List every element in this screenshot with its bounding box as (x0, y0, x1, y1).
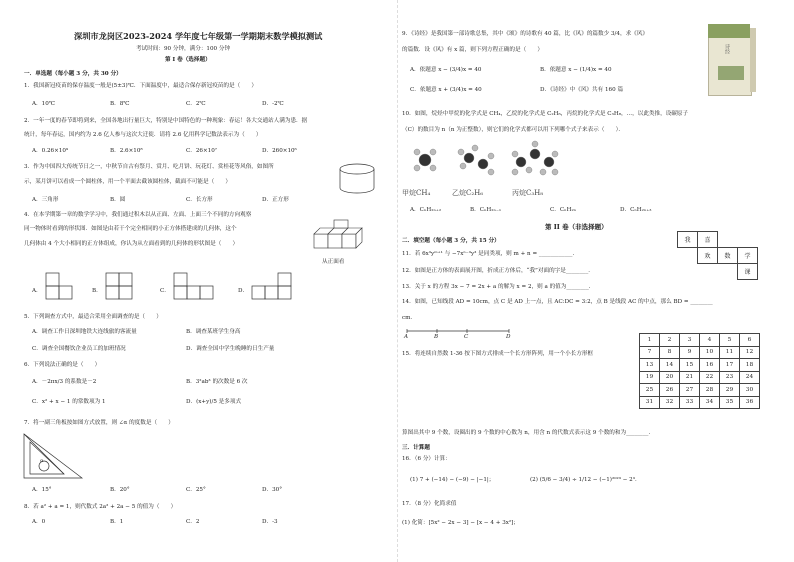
grid-row (640, 384, 760, 397)
triangle-set-figure (20, 432, 86, 482)
q16-part2: (2) (5/6 − 3/4) ÷ 1/12 − (−1)²⁰²³ − 2³． (530, 477, 641, 483)
segment-figure (403, 327, 523, 343)
q4-caption: 从正面看 (322, 259, 345, 265)
q7-option-a: A．15° (32, 487, 52, 493)
methane-label: 甲烷CH₄ (402, 189, 431, 197)
q4-stem-line1: 4．在本学期第一章的数学学习中，我们通过积木以从正面、左面、上面三个不同的方向观察 (24, 212, 252, 218)
q9-option-c: C．依题意 x + (3/4)x = 40 (410, 87, 482, 93)
q6-option-d: D．(x+y)/5 是多项式 (186, 399, 242, 405)
exam-info: 考试时间：90 分钟，满分：100 分钟 (136, 46, 231, 52)
q15-stem-line2: 算图出其中 9 个数，设圈出的 9 个数的中心数为 n，用含 n 的代数式表示这 9 个数的和为________． (402, 430, 655, 436)
net-cell: 数 (718, 248, 738, 264)
q11-stem: 11．若 6x³yᵐ⁺¹ 与 −7xⁿ⁻³y³ 是同类项，则 m + n = ____________． (402, 251, 579, 257)
q7-option-d: D．30° (262, 487, 282, 493)
q17-part1: (1) 化简：[5x² − 2x − 3] − [x − 4 + 3x²]； (402, 520, 519, 526)
grid-cell: 10 (700, 346, 720, 359)
grid-cell: 12 (740, 346, 760, 359)
grid-cell: 5 (720, 334, 740, 347)
grid-cell: 2 (660, 334, 680, 347)
q4-stem-line2: 同一物体时看到的形状图．如图是由若干个完全相同的小正方体搭建成的几何体，这个 (24, 226, 237, 232)
grid-cell: 20 (660, 371, 680, 384)
q17-stem: 17．（8 分）化简求值 (402, 501, 457, 507)
grid-cell: 35 (720, 396, 740, 409)
part1-heading: 第 I 卷（选择题） (165, 57, 211, 63)
grid-cell: 6 (740, 334, 760, 347)
grid-cell: 24 (740, 371, 760, 384)
q5-option-c: C．调查全国餐饮企业员工的加班情况 (32, 346, 126, 352)
grid-cell: 25 (640, 384, 660, 397)
grid-cell: 29 (720, 384, 740, 397)
grid-cell: 27 (680, 384, 700, 397)
q9-option-a: A．依题意 x − (3/4)x = 40 (410, 67, 482, 73)
ethane-label: 乙烷C₂H₆ (452, 189, 484, 197)
cubes-figure (310, 220, 380, 256)
q4-option-a-figure (46, 273, 74, 301)
cube-net (677, 231, 758, 280)
q10-option-d: D．CₙH₂ₙ₊₃ (620, 207, 652, 213)
q2-option-d: D．260×10⁶ (262, 148, 297, 154)
net-cell: 学 (738, 248, 758, 264)
q9-stem-line2: 的篇数．设《风》有 x 篇，则下列方程正确的是（ ） (402, 47, 543, 53)
grid-cell: 26 (660, 384, 680, 397)
q4-option-b: B． (92, 288, 102, 294)
book-label: 诗经 (724, 44, 730, 54)
grid-cell: 31 (640, 396, 660, 409)
part2-heading: 第 II 卷（非选择题） (545, 223, 608, 231)
net-cell: 课 (738, 264, 758, 280)
q2-option-a: A．0.26×10⁹ (32, 148, 69, 154)
q14-stem-line2: cm． (402, 315, 417, 321)
q1-option-b: B．8℃ (110, 101, 130, 107)
q13-stem: 13．关于 x 的方程 3x − 7 = 2x + a 的解为 x = 2，则 a 的值为________． (402, 284, 595, 290)
grid-cell: 14 (660, 359, 680, 372)
q2-stem-line2: 统计，每年春运，国内约为 2.6 亿人参与这次大迁徙．请将 2.6 亿用科学记数法表示为（ ） (24, 132, 262, 138)
q8-option-a: A．0 (32, 519, 46, 525)
q16-part1: (1) 7 + (−14) − (−9) − |−1|； (410, 477, 495, 483)
q4-option-c-figure (174, 273, 216, 301)
book-image (708, 24, 756, 96)
q5-stem: 5．下列调查方式中，最适合采用全面调查的是（ ） (24, 314, 162, 320)
grid-cell: 23 (720, 371, 740, 384)
grid-cell: 34 (700, 396, 720, 409)
q15-stem-line1: 15．将连续自然数 1-36 按下图方式排成一个长方形阵列，用一个小长方形框 (402, 351, 594, 357)
q6-option-a: A．－2πx/3 的系数是－2 (32, 379, 97, 385)
point-d: D (506, 334, 511, 340)
q10-option-c: C．CₙH₂ₙ (550, 207, 577, 213)
q2-stem-line1: 2．一年一度的春节即将到来，全国各地出行量巨大，特别是中国特色的一种现象：春运！各大交通站人满为患．据 (24, 118, 308, 124)
grid-cell: 7 (640, 346, 660, 359)
q10-option-a: A．CₙH₂ₙ₊₂ (410, 207, 442, 213)
grid-cell: 30 (740, 384, 760, 397)
grid-cell: 32 (660, 396, 680, 409)
q8-option-c: C．2 (186, 519, 200, 525)
section3-heading: 三．计算题 (402, 445, 430, 451)
grid-row (640, 371, 760, 384)
q5-option-d: D．调查全国中学生晚睡的日生产量 (186, 346, 275, 352)
q3-option-b: B．圆 (110, 197, 126, 203)
grid-row (640, 396, 760, 409)
q2-option-c: C．26×10⁷ (186, 148, 218, 154)
q6-stem: 6．下列说法正确的是（ ） (24, 362, 101, 368)
q3-stem-line1: 3．作为中国四大传统节日之一，中秋节自古有祭月、赏月、吃月饼、玩花灯、赏桂花等风俗，如图所 (24, 164, 274, 170)
q4-option-b-figure (106, 273, 134, 301)
q5-option-a: A．调查工作日深圳地铁大连线旅的客流量 (32, 329, 137, 335)
number-grid (639, 333, 760, 409)
grid-cell: 22 (700, 371, 720, 384)
q1-option-a: A．10℃ (32, 101, 56, 107)
q1-stem: 1．我国新冠疫苗的保存温度一般是(5±3)℃．下面温度中，最适合保存新冠疫苗的是（ ） (24, 83, 257, 89)
q8-option-d: D．-3 (262, 519, 278, 525)
q14-stem-line1: 14．如图，已知线段 AD = 10cm，点 C 是 AD 上一点，且 AC:DC = 3:2，点 B 是线段 AC 的中点，那么 BD = ________ (402, 299, 713, 305)
grid-row (640, 346, 760, 359)
q9-stem-line1: 9．《诗经》是我国第一部诗歌总集，其中《颂》的诗歌有 40 篇，比《风》的篇数少 3/4，求《风》 (402, 31, 648, 37)
grid-cell: 19 (640, 371, 660, 384)
net-cell: 我 (678, 232, 698, 248)
q5-option-b: B．调查某班学生身高 (186, 329, 241, 335)
grid-cell: 8 (660, 346, 680, 359)
q8-stem: 8．若 a² + a = 1，则代数式 2a² + 2a − 5 的值为（ ） (24, 504, 177, 510)
grid-cell: 17 (720, 359, 740, 372)
grid-row (640, 359, 760, 372)
section1-heading: 一．单选题（每小题 3 分，共 30 分） (24, 71, 122, 77)
point-b: B (434, 334, 439, 340)
q6-option-c: C．x² + x − 1 的常数项为 1 (32, 399, 106, 405)
cylinder-figure (338, 162, 376, 198)
grid-cell: 1 (640, 334, 660, 347)
grid-cell: 15 (680, 359, 700, 372)
q10-stem-line1: 10．如图，烷烃中甲烷的化学式是 CH₄，乙烷的化学式是 C₂H₆，丙烷的化学式是 C₃H₈，…，以此类推，设碳原子 (402, 111, 689, 117)
q4-option-d: D． (238, 288, 249, 294)
q3-option-d: D．正方形 (262, 197, 289, 203)
propane-label: 丙烷C₃H₈ (512, 189, 544, 197)
q2-option-b: B．2.6×10⁸ (110, 148, 143, 154)
q3-stem-line2: 示，某月饼可以看成一个圆柱体，用一个平面去截该圆柱体，截面不可能是（ ） (24, 179, 231, 185)
grid-cell: 21 (680, 371, 700, 384)
q16-stem: 16．（6 分）计算： (402, 456, 451, 462)
grid-cell: 36 (740, 396, 760, 409)
grid-cell: 28 (700, 384, 720, 397)
grid-cell: 16 (700, 359, 720, 372)
grid-cell: 9 (680, 346, 700, 359)
q4-option-c: C． (160, 288, 170, 294)
q12-stem: 12．如图是正方体的表面展开图，折成正方体后，“我”对面的字是________． (402, 268, 594, 274)
grid-cell: 18 (740, 359, 760, 372)
q4-option-a: A． (32, 288, 42, 294)
q9-option-b: B．依题意 x − (1/4)x = 40 (540, 67, 612, 73)
grid-cell: 33 (680, 396, 700, 409)
q7-option-b: B．20° (110, 487, 130, 493)
grid-cell: 11 (720, 346, 740, 359)
point-a: A (404, 334, 409, 340)
grid-cell: 4 (700, 334, 720, 347)
column-divider (397, 0, 398, 562)
exam-title: 深圳市龙岗区2023-2024 学年度七年级第一学期期末数学模拟测试 (74, 31, 323, 41)
q1-option-c: C．2℃ (186, 101, 206, 107)
q9-option-d: D．《诗经》中《风》共有 160 篇 (540, 87, 624, 93)
q8-option-b: B．1 (110, 519, 124, 525)
grid-row (640, 334, 760, 347)
q10-option-b: B．CₙH₂ₙ₋₁ (470, 207, 502, 213)
q4-option-d-figure (252, 273, 294, 301)
svg-text:α: α (40, 458, 44, 464)
q7-option-c: C．25° (186, 487, 206, 493)
q7-stem: 7．将一副三角板按如图方式放置，则 ∠α 的度数是（ ） (24, 420, 174, 426)
point-c: C (464, 334, 469, 340)
q6-option-b: B．3²ab³ 的次数是 6 次 (186, 379, 248, 385)
q3-option-c: C．长方形 (186, 197, 213, 203)
net-cell: 喜 (698, 232, 718, 248)
q3-option-a: A．三角形 (32, 197, 59, 203)
q1-option-d: D．-2℃ (262, 101, 284, 107)
molecule-figure (405, 142, 565, 184)
section2-heading: 二．填空题（每小题 3 分，共 15 分） (402, 238, 500, 244)
grid-cell: 13 (640, 359, 660, 372)
q10-stem-line2: （C）的数目为 n（n 为正整数），则它们的化学式都可以用下列哪个式子来表示（ ）． (402, 127, 625, 133)
grid-cell: 3 (680, 334, 700, 347)
net-cell: 欢 (698, 248, 718, 264)
q4-stem-line3: 几何体由 4 个大小相同的正方体组成，你认为从左面看到的几何体的形状图是（ ） (24, 241, 239, 247)
